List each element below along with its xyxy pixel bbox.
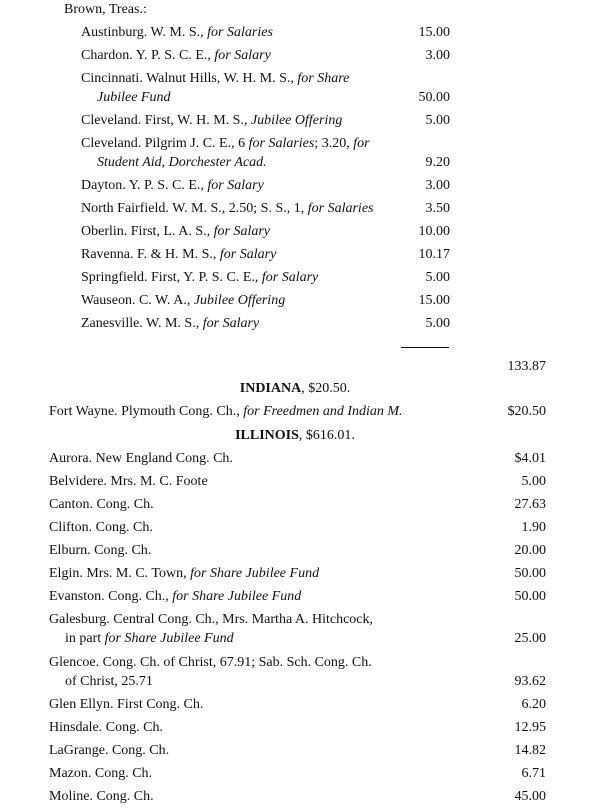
illinois-entry-place: Elburn. Cong. Ch. xyxy=(49,543,152,558)
ohio-entry-place: Cincinnati. Walnut Hills, W. H. M. S., for Share xyxy=(81,71,350,86)
ohio-entry-amount: 50.00 xyxy=(418,90,450,105)
illinois-entry-amount: 6.20 xyxy=(521,697,546,712)
ohio-entry-continuation: Student Aid, Dorchester Acad. xyxy=(97,155,267,170)
illinois-entry-amount: 27.63 xyxy=(514,497,546,512)
ohio-entry-amount: 10.00 xyxy=(418,224,450,239)
subtotal-rule xyxy=(401,347,449,348)
illinois-entry-amount: 50.00 xyxy=(514,589,546,604)
illinois-entry-amount: 1.90 xyxy=(521,520,546,535)
illinois-entry-continuation: in part for Share Jubilee Fund xyxy=(65,631,234,646)
illinois-entry-place: Mazon. Cong. Ch. xyxy=(49,766,153,781)
illinois-entry-amount: 14.82 xyxy=(514,743,546,758)
ohio-entry-amount: 5.00 xyxy=(425,270,450,285)
ohio-entry-place: Dayton. Y. P. S. C. E., for Salary xyxy=(81,178,264,193)
ohio-subtotal: 133.87 xyxy=(507,359,546,374)
illinois-entry-amount: 50.00 xyxy=(514,566,546,581)
state-heading-illinois: ILLINOIS, $616.01. xyxy=(235,428,355,443)
illinois-entry-place: Glencoe. Cong. Ch. of Christ, 67.91; Sab. Sch. Cong. Ch. xyxy=(49,655,372,670)
illinois-entry-place: Elgin. Mrs. M. C. Town, for Share Jubilee Fund xyxy=(49,566,320,581)
state-heading-indiana: INDIANA, $20.50. xyxy=(239,381,351,396)
ohio-entry-place: Austinburg. W. M. S., for Salaries xyxy=(81,25,273,40)
illinois-entry-place: LaGrange. Cong. Ch. xyxy=(49,743,170,758)
illinois-entry-place: Glen Ellyn. First Cong. Ch. xyxy=(49,697,204,712)
treasurer-intro: Brown, Treas.: xyxy=(64,2,147,17)
ohio-entry-amount: 3.00 xyxy=(425,178,450,193)
ohio-entry-amount: 5.00 xyxy=(425,113,450,128)
illinois-entry-continuation: of Christ, 25.71 xyxy=(65,674,153,689)
illinois-entry-place: Galesburg. Central Cong. Ch., Mrs. Martha A. Hitchcock, xyxy=(49,612,374,627)
ohio-entry-place: Springfield. First, Y. P. S. C. E., for Salary xyxy=(81,270,319,285)
ohio-entry-amount: 3.50 xyxy=(425,201,450,216)
illinois-entry-place: Belvidere. Mrs. M. C. Foote xyxy=(49,474,208,489)
illinois-entry-place: Canton. Cong. Ch. xyxy=(49,497,154,512)
ohio-entry-place: Chardon. Y. P. S. C. E., for Salary xyxy=(81,48,271,63)
ohio-entry-amount: 9.20 xyxy=(425,155,450,170)
indiana-entry-amount: $20.50 xyxy=(507,404,546,419)
ohio-entry-amount: 15.00 xyxy=(418,293,450,308)
ohio-entry-place: Ravenna. F. & H. M. S., for Salary xyxy=(81,247,277,262)
illinois-entry-place: Clifton. Cong. Ch. xyxy=(49,520,153,535)
illinois-entry-place: Aurora. New England Cong. Ch. xyxy=(49,451,233,466)
ohio-entry-place: North Fairfield. W. M. S., 2.50; S. S., 1, for Salaries xyxy=(81,201,374,216)
illinois-entry-amount: 45.00 xyxy=(514,789,546,804)
ohio-entry-amount: 15.00 xyxy=(418,25,450,40)
indiana-entry-place: Fort Wayne. Plymouth Cong. Ch., for Freedmen and Indian M. xyxy=(49,404,403,419)
ohio-entry-place: Cleveland. Pilgrim J. C. E., 6 for Salaries; 3.20, for xyxy=(81,136,370,151)
ohio-entry-amount: 3.00 xyxy=(425,48,450,63)
ohio-entry-amount: 5.00 xyxy=(425,316,450,331)
ohio-entry-place: Zanesville. W. M. S., for Salary xyxy=(81,316,260,331)
ohio-entry-continuation: Jubilee Fund xyxy=(97,90,171,105)
illinois-entry-place: Evanston. Cong. Ch., for Share Jubilee Fund xyxy=(49,589,302,604)
illinois-entry-place: Moline. Cong. Ch. xyxy=(49,789,154,804)
illinois-entry-place: Hinsdale. Cong. Ch. xyxy=(49,720,163,735)
ohio-entry-place: Oberlin. First, L. A. S., for Salary xyxy=(81,224,271,239)
illinois-entry-amount: 5.00 xyxy=(521,474,546,489)
ohio-entry-place: Cleveland. First, W. H. M. S., Jubilee Offering xyxy=(81,113,343,128)
illinois-entry-amount: 25.00 xyxy=(514,631,546,646)
illinois-entry-amount: $4.01 xyxy=(514,451,546,466)
illinois-entry-amount: 20.00 xyxy=(514,543,546,558)
ohio-entry-place: Wauseon. C. W. A., Jubilee Offering xyxy=(81,293,286,308)
illinois-entry-amount: 93.62 xyxy=(514,674,546,689)
illinois-entry-amount: 6.71 xyxy=(521,766,546,781)
illinois-entry-amount: 12.95 xyxy=(514,720,546,735)
ohio-entry-amount: 10.17 xyxy=(418,247,450,262)
